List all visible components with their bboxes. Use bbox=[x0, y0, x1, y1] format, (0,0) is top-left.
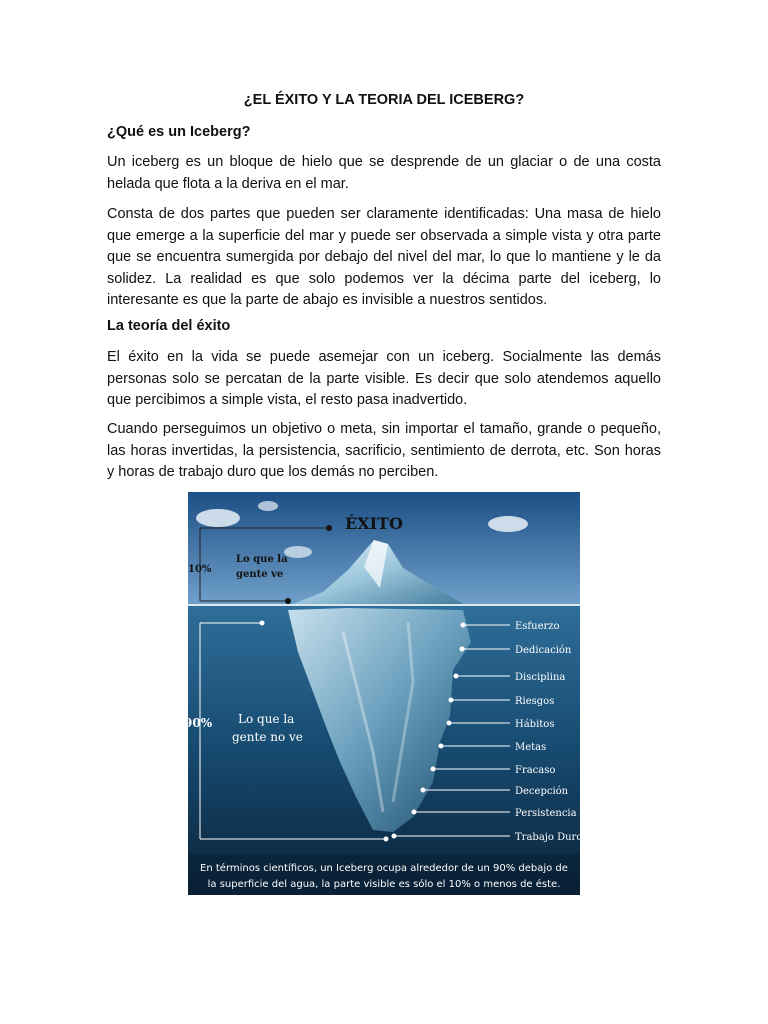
cloud bbox=[196, 509, 240, 527]
hidden-label-line1: Lo que la bbox=[238, 712, 295, 726]
document-title: ¿EL ÉXITO Y LA TEORIA DEL ICEBERG? bbox=[243, 92, 525, 108]
visible-percent: 10% bbox=[188, 564, 212, 575]
section-heading-success-theory: La teoría del éxito bbox=[107, 318, 231, 334]
item-dot bbox=[392, 834, 397, 839]
item-dot bbox=[454, 674, 459, 679]
cloud bbox=[258, 501, 278, 511]
caption-line1: En términos científicos, un Iceberg ocupa alrededor de un 90% debajo de bbox=[200, 863, 568, 874]
hidden-item: Persistencia bbox=[515, 808, 577, 819]
hidden-percent: 90% bbox=[184, 716, 213, 730]
infographic-heading: ÉXITO bbox=[345, 514, 403, 533]
hidden-item: Decepción bbox=[515, 786, 569, 797]
hidden-item: Metas bbox=[515, 742, 547, 753]
item-dot bbox=[431, 767, 436, 772]
item-dot bbox=[461, 623, 466, 628]
paragraph-iceberg-parts: Consta de dos partes que pueden ser claramente identificadas: Una masa de hielo que emerge a la superficie del mar y puede ser observada a simple vista y otra parte que se encuentra sumergida por debajo del nivel del mar, lo que lo mantiene y le da solidez. La realidad es que solo podemos ver la décima parte del iceberg, lo interesante es que la parte de abajo es invisible a nuestros sentidos. bbox=[107, 206, 661, 308]
hidden-item: Riesgos bbox=[515, 696, 555, 707]
hidden-item: Trabajo Duro bbox=[515, 832, 583, 843]
iceberg-infographic bbox=[184, 492, 583, 895]
cloud bbox=[284, 546, 312, 558]
hidden-item: Esfuerzo bbox=[515, 621, 560, 632]
paragraph-pursuing-goals: Cuando perseguimos un objetivo o meta, sin importar el tamaño, grande o pequeño, las horas invertidas, la persistencia, sacrificio, sentimiento de derrota, etc. Son horas y horas de trabajo duro que los demás no perciben. bbox=[107, 421, 661, 480]
visible-label-line2: gente ve bbox=[236, 569, 284, 580]
leader-dot bbox=[285, 598, 291, 604]
hidden-label-line2: gente no ve bbox=[232, 730, 303, 744]
item-dot bbox=[421, 788, 426, 793]
section-heading-iceberg: ¿Qué es un Iceberg? bbox=[107, 124, 251, 140]
hidden-item: Dedicación bbox=[515, 645, 572, 656]
leader-dot bbox=[384, 837, 389, 842]
caption-line2: la superficie del agua, la parte visible es sólo el 10% o menos de éste. bbox=[207, 879, 561, 890]
iceberg-illustration bbox=[184, 492, 583, 895]
item-dot bbox=[439, 744, 444, 749]
cloud bbox=[488, 516, 528, 532]
hidden-item: Disciplina bbox=[515, 672, 566, 683]
item-dot bbox=[449, 698, 454, 703]
item-dot bbox=[412, 810, 417, 815]
paragraph-success-comparison: El éxito en la vida se puede asemejar con un iceberg. Socialmente las demás personas solo se percatan de la parte visible. Es decir que solo atendemos aquello que percibimos a simple vista, el resto pasa inadvertido. bbox=[107, 349, 661, 408]
hidden-item: Hábitos bbox=[515, 719, 555, 730]
paragraph-iceberg-definition: Un iceberg es un bloque de hielo que se desprende de un glaciar o de una costa helada que flota a la deriva en el mar. bbox=[107, 154, 661, 192]
item-dot bbox=[447, 721, 452, 726]
hidden-item: Fracaso bbox=[515, 765, 556, 776]
leader-dot bbox=[260, 621, 265, 626]
item-dot bbox=[460, 647, 465, 652]
visible-label-line1: Lo que la bbox=[236, 554, 288, 565]
